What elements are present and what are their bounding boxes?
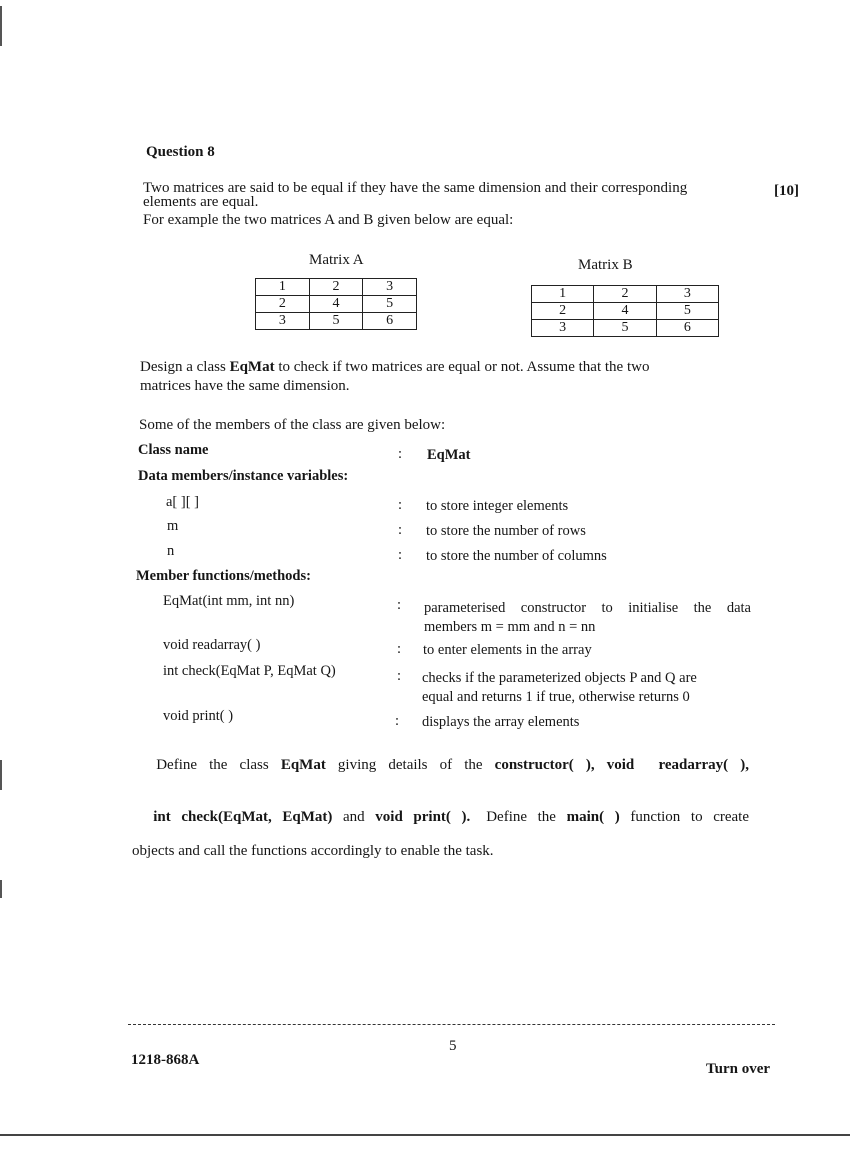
class-name-label: Class name (138, 442, 209, 458)
data-member-desc: to store the number of columns (426, 548, 607, 564)
matrix-b-cell: 3 (656, 286, 718, 303)
define-methods: constructor( ), void readarray( ), (494, 757, 750, 773)
footer-divider (128, 1024, 775, 1025)
define-text: giving details of the (325, 757, 495, 773)
matrix-b-cell: 3 (532, 320, 594, 337)
matrix-b-cell: 2 (532, 303, 594, 320)
scan-edge-mark (0, 880, 2, 898)
matrix-a-row (256, 296, 417, 313)
design-line-2: matrices have the same dimension. (140, 378, 350, 394)
matrix-b-row (532, 303, 719, 320)
matrix-b-cell: 2 (594, 286, 656, 303)
method-desc-line: parameterised constructor to initialise the data (424, 600, 751, 616)
design-line-1 (140, 359, 649, 376)
data-member-name: a[ ][ ] (166, 494, 200, 510)
method-signature: int check(EqMat P, EqMat Q) (163, 663, 336, 679)
paper-code: 1218-868A (131, 1052, 200, 1068)
matrix-a-cell: 5 (363, 296, 417, 313)
method-desc (424, 599, 751, 637)
method-signature: void readarray( ) (163, 637, 261, 653)
marks-badge: [10] (774, 183, 799, 199)
define-line-1 (132, 740, 749, 791)
matrix-a-cell: 1 (256, 279, 310, 296)
define-class-name: EqMat (280, 757, 326, 773)
data-member-colon: : (398, 497, 403, 513)
method-desc: to enter elements in the array (423, 642, 592, 658)
design-class-name: EqMat (229, 359, 275, 375)
method-desc (422, 669, 697, 707)
matrix-a-row (256, 313, 417, 330)
class-name-colon: : (398, 446, 403, 462)
matrix-a-cell: 5 (309, 313, 363, 330)
matrix-a-cell: 4 (309, 296, 363, 313)
method-colon: : (397, 597, 402, 613)
matrix-a-cell: 2 (256, 296, 310, 313)
matrix-b-row (532, 286, 719, 303)
data-member-desc: to store integer elements (426, 498, 569, 514)
class-name-value: EqMat (427, 447, 471, 463)
matrix-a-caption: Matrix A (309, 252, 364, 268)
matrix-a-cell: 3 (363, 279, 417, 296)
design-text-post: to check if two matrices are equal or not. Assume that the two (274, 359, 650, 375)
member-functions-heading: Member functions/methods: (136, 568, 311, 584)
matrix-a-cell: 6 (363, 313, 417, 330)
define-text: Define the class (156, 757, 281, 773)
matrix-b-table (531, 285, 719, 337)
data-member-colon: : (398, 547, 403, 563)
matrix-a-cell: 3 (256, 313, 310, 330)
define-paragraph (132, 740, 749, 860)
intro-line-1: Two matrices are said to be equal if they have the same dimension and their corresponding (143, 180, 688, 196)
define-text: Define the (470, 809, 567, 825)
matrix-b-cell: 1 (532, 286, 594, 303)
data-member-name: m (167, 518, 179, 534)
matrix-b-row (532, 320, 719, 337)
method-signature: void print( ) (163, 708, 234, 724)
data-member-name: n (167, 543, 175, 559)
define-check-sig: int check(EqMat, EqMat) (153, 809, 333, 825)
method-signature: EqMat(int mm, int nn) (163, 593, 295, 609)
intro-line-3: For example the two matrices A and B given below are equal: (143, 212, 514, 228)
data-member-colon: : (398, 522, 403, 538)
method-desc-line: equal and returns 1 if true, otherwise returns 0 (422, 689, 690, 705)
page-number: 5 (449, 1038, 457, 1054)
define-text: and (332, 809, 376, 825)
method-desc: displays the array elements (422, 714, 580, 730)
define-print-sig: void print( ). (375, 809, 471, 825)
scan-edge-mark (0, 760, 2, 790)
method-colon: : (395, 713, 400, 729)
matrix-b-cell: 4 (594, 303, 656, 320)
intro-line-2: elements are equal. (143, 194, 259, 210)
method-colon: : (397, 641, 402, 657)
method-desc-line: members m = mm and n = nn (424, 619, 596, 635)
page-bottom-edge (0, 1134, 850, 1136)
matrix-a-table (255, 278, 417, 330)
data-member-desc: to store the number of rows (426, 523, 586, 539)
method-desc-line: checks if the parameterized objects P and Q are (422, 670, 697, 686)
design-text-pre: Design a class (140, 359, 230, 375)
define-line-2 (132, 792, 749, 843)
question-title: Question 8 (146, 144, 215, 160)
turn-over-label: Turn over (706, 1061, 771, 1077)
define-line-3: objects and call the functions accordingly to enable the task. (132, 843, 494, 859)
matrix-b-cell: 5 (594, 320, 656, 337)
data-members-heading: Data members/instance variables: (138, 468, 349, 484)
matrix-b-caption: Matrix B (578, 257, 633, 273)
matrix-a-row (256, 279, 417, 296)
members-intro: Some of the members of the class are given below: (139, 417, 446, 433)
matrix-b-cell: 6 (656, 320, 718, 337)
define-main-sig: main( ) (566, 809, 620, 825)
matrix-b-cell: 5 (656, 303, 718, 320)
define-text: function to create (619, 809, 750, 825)
scan-edge-mark (0, 6, 2, 46)
method-colon: : (397, 668, 402, 684)
matrix-a-cell: 2 (309, 279, 363, 296)
